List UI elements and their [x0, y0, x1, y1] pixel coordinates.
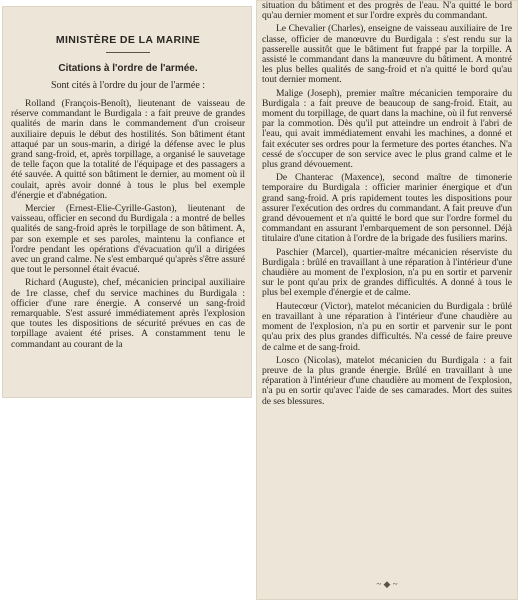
citation-paschier: Paschier (Marcel), quartier-maître mécanicien réserviste du Burdigala : brûlé en travaillant à une réparation à l'intérieur d'une chaudière au moment de l'explosion, n'a pu en sortir et parvenir sur le pont qu'au prix de grandes difficultés. A donné à tous le plus bel exemple d'énergie et de calme. — [262, 246, 512, 299]
end-ornament: ~ ◆ ~ — [376, 579, 398, 589]
citation-mercier: Mercier (Ernest-Elie-Cyrille-Gaston), lieutenant de vaisseau, officier en second du Burdigala : a montré de belles qualités de sang-froid après le torpillage de son bâtiment. A, par son exemple et ses paroles, maintenu la confiance et l'ordre pendant les opérations d'évacuation qu'il a dirigées avec un grand calme. Ne s'est embarqué qu'après s'être assuré que tout le personnel était évacué. — [11, 203, 245, 276]
citation-losco: Losco (Nicolas), matelot mécanicien du Burdigala : a fait preuve de la plus grande énergie. Brûlé en travaillant à une réparation à l'intérieur d'une chaudière au moment de l'explosion, n'a pu en sortir qu'avec l'aide de ses camarades. Mort des suites de ses blessures. — [262, 354, 512, 407]
citations-subtitle: Citations à l'ordre de l'armée. — [58, 63, 198, 74]
right-newspaper-clipping — [256, 0, 518, 600]
citation-richard-continued: situation du bâtiment et des progrès de l'eau. N'a quitté le bord qu'au dernier moment et sur l'ordre exprès du commandant. — [262, 0, 512, 22]
left-newspaper-clipping — [2, 6, 252, 398]
citation-le-chevalier: Le Chevalier (Charles), enseigne de vaisseau auxiliaire de 1re classe, officier de manœuvre du Burdigala : s'est rendu sur la passerelle aussitôt que le bâtiment fut frappé par la torpille. A assisté le commandant dans la manœuvre du bâtiment. A montré les plus belles qualités de sang-froid et n'a quitté le bord qu'au tout dernier moment. — [262, 23, 512, 86]
citation-hautecoeur: Hautecœur (Victor), matelot mécanicien du Burdigala : brûlé en travaillant à une réparation à l'intérieur d'une chaudière au moment de l'explosion, n'a pu en sortir et parvenir sur le pont qu'au prix des plus grandes difficultés. N'a cessé de faire preuve de calme et de sang-froid. — [262, 300, 512, 353]
title-rule — [106, 52, 150, 53]
ministry-title: MINISTÈRE DE LA MARINE — [55, 34, 201, 46]
citation-malige: Malige (Joseph), premier maître mécanicien temporaire du Burdigala : a fait preuve de beaucoup de sang-froid. Etait, au moment du torpillage, de quart dans la machine, où il fut renversé par la commotion. Dès qu'il put atteindre un endroit à l'abri de l'eau, qui avait immédiatement envahi les machines, a donné et fait exécuter ses ordres pour la fermeture des portes étanches. N'a cessé de s'occuper de son service avec le plus grand calme et le plus grand dévouement. — [262, 87, 512, 171]
citation-richard: Richard (Auguste), chef, mécanicien principal auxiliaire de 1re classe, chef du service machines du Burdigala : officier d'une rare énergie. A conservé un sang-froid remarquable. S'est assuré immédiatement après l'explosion que toutes les dispositions de sécurité prévues en cas de torpillage avaient été prises. A constamment tenu le commandant au courant de la — [11, 277, 245, 350]
citation-rolland: Rolland (François-Benoît), lieutenant de vaisseau de réserve commandant le Burdigala : a fait preuve de grandes qualités de marin dans le commandement d'un croiseur auxiliaire depuis le début des hostilités. Son bâtiment étant attaqué par un sous-marin, a dirigé la défense avec le plus grand sang-froid, et, après torpillage, a organisé le sauvetage de telle façon que la totalité de l'équipage et des passagers a été sauvée. A quitté son bâtiment le dernier, au moment où il coulait, après avoir donné à tous le plus bel exemple d'énergie et d'abnégation. — [11, 98, 245, 201]
citation-de-chanterac: De Chanterac (Maxence), second maître de timonerie temporaire du Burdigala : officier marinier énergique et d'un grand sang-froid. A pris rapidement toutes les dispositions pour assurer l'exécution des ordres du commandant. A fait preuve d'un grand dévouement et n'a quitté le bord que sur l'ordre formel du commandant en assurant l'embarquement de son personnel. Déjà titulaire d'une citation à l'ordre de la brigade des fusiliers marins. — [262, 172, 512, 245]
citations-intro: Sont cités à l'ordre du jour de l'armée : — [50, 80, 206, 91]
